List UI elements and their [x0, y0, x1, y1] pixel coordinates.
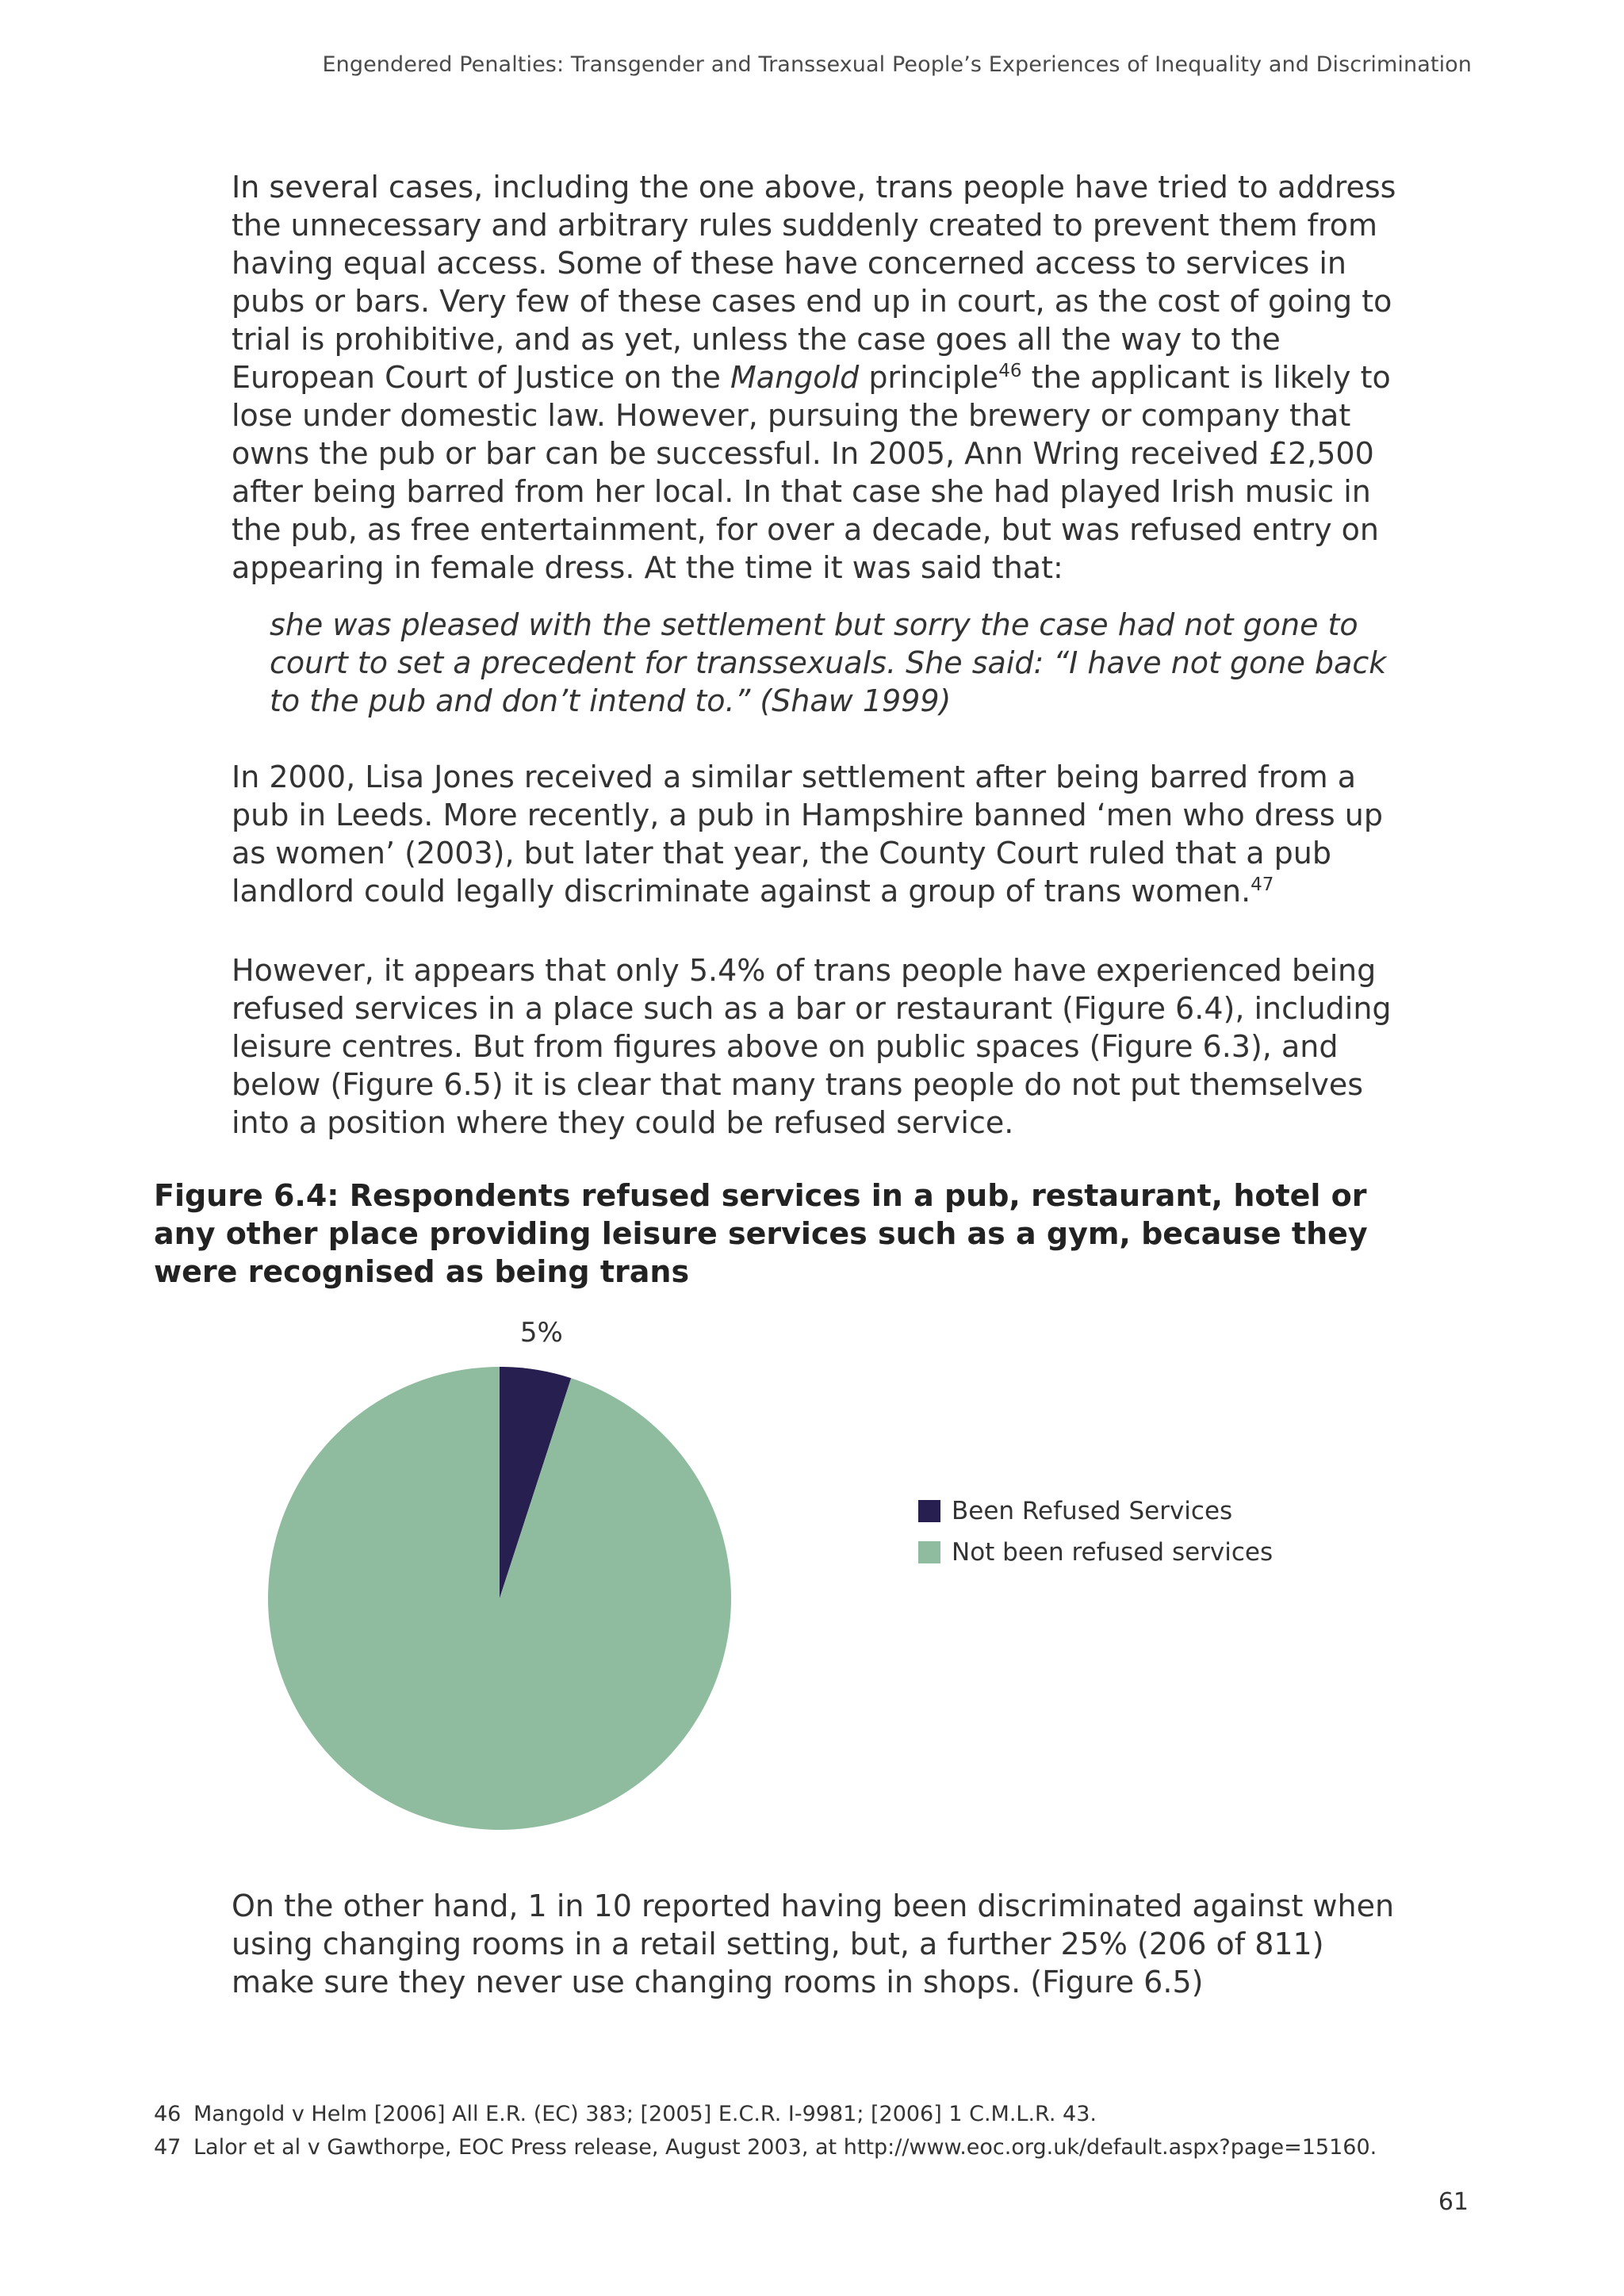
paragraph-4-text: On the other hand, 1 in 10 reported having been discriminated against when using changing rooms in a retail setting, but, a further 25% (206 of 811) make sure they never use changing rooms in shops. (Figure 6.5) [232, 1888, 1395, 1999]
pie-chart-area [0, 1300, 1624, 1871]
running-header: Engendered Penalties: Transgender and Transsexual People’s Experiences of Inequality and Discrimination [322, 52, 1472, 77]
paragraph-1-text-a: In several cases, including the one above, trans people have tried to address the unnecessary and arbitrary rules suddenly created to prevent them from having equal access. Some of these have concerned access to services in pubs or bars. Very few of these cases end up in court, as the cost of going to trial is prohibitive, and as yet, unless the case goes all the way to the European Court of Justice on the [232, 170, 1396, 395]
figure-title: Figure 6.4: Respondents refused services in a pub, restaurant, hotel or any other place providing leisure services such as a gym, because they were recognised as being trans [154, 1178, 1368, 1289]
legend-swatch-1 [918, 1541, 940, 1563]
legend-label-0: Been Refused Services [952, 1497, 1233, 1525]
footnote-number: 47 [154, 2135, 182, 2160]
mangold-italic: Mangold [730, 360, 860, 395]
paragraph-3 [232, 951, 1404, 1142]
footnote-47 [154, 2131, 1502, 2164]
pie-slice-1 [268, 1367, 731, 1830]
legend-swatch-0 [918, 1500, 940, 1522]
block-quote: she was pleased with the settlement but sorry the case had not gone to court to set a precedent for transsexuals. She said: “I have not gone back to the pub and don’t intend to.” (Shaw 1999) [270, 607, 1387, 718]
paragraph-4 [232, 1887, 1404, 2001]
footnote-text: Lalor et al v Gawthorpe, EOC Press release, August 2003, at http://www.eoc.org.uk/default.aspx?page=15160. [193, 2135, 1377, 2160]
paragraph-2-text: In 2000, Lisa Jones received a similar settlement after being barred from a pub in Leeds. More recently, a pub in Hampshire banned ‘men who dress up as women’ (2003), but later that year, the County Court ruled that a pub landlord could legally discriminate against a group of trans women. [232, 760, 1383, 909]
paragraph-1-text-c: the applicant is likely to lose under domestic law. However, pursuing the brewery or company that owns the pub or bar can be successful. In 2005, Ann Wring received £2,500 after being barred from her local. In that case she had played Irish music in the pub, as free entertainment, for over a decade, but was refused entry on appearing in female dress. At the time it was said that: [232, 360, 1391, 585]
footnote-ref-47: 47 [1251, 874, 1274, 895]
page-number: 61 [1438, 2188, 1469, 2216]
paragraph-1 [232, 168, 1404, 587]
paragraph-1-text-b: principle [859, 360, 999, 395]
footnote-46 [154, 2098, 1502, 2131]
footnote-ref-46: 46 [998, 361, 1022, 381]
slice-data-label-0: 5% [519, 1317, 563, 1349]
footnote-text: Mangold v Helm [2006] All E.R. (EC) 383; [2005] E.C.R. I-9981; [2006] 1 C.M.L.R. 43. [193, 2102, 1097, 2126]
legend-label-1: Not been refused services [952, 1538, 1274, 1567]
paragraph-3-text: However, it appears that only 5.4% of trans people have experienced being refused services in a place such as a bar or restaurant (Figure 6.4), including leisure centres. But from figures above on public spaces (Figure 6.3), and below (Figure 6.5) it is clear that many trans people do not put themselves into a position where they could be refused service. [232, 953, 1392, 1140]
footnote-number: 46 [154, 2102, 182, 2126]
pie-chart [0, 1300, 1624, 1871]
paragraph-2 [232, 758, 1404, 910]
footnotes [154, 2098, 1502, 2164]
